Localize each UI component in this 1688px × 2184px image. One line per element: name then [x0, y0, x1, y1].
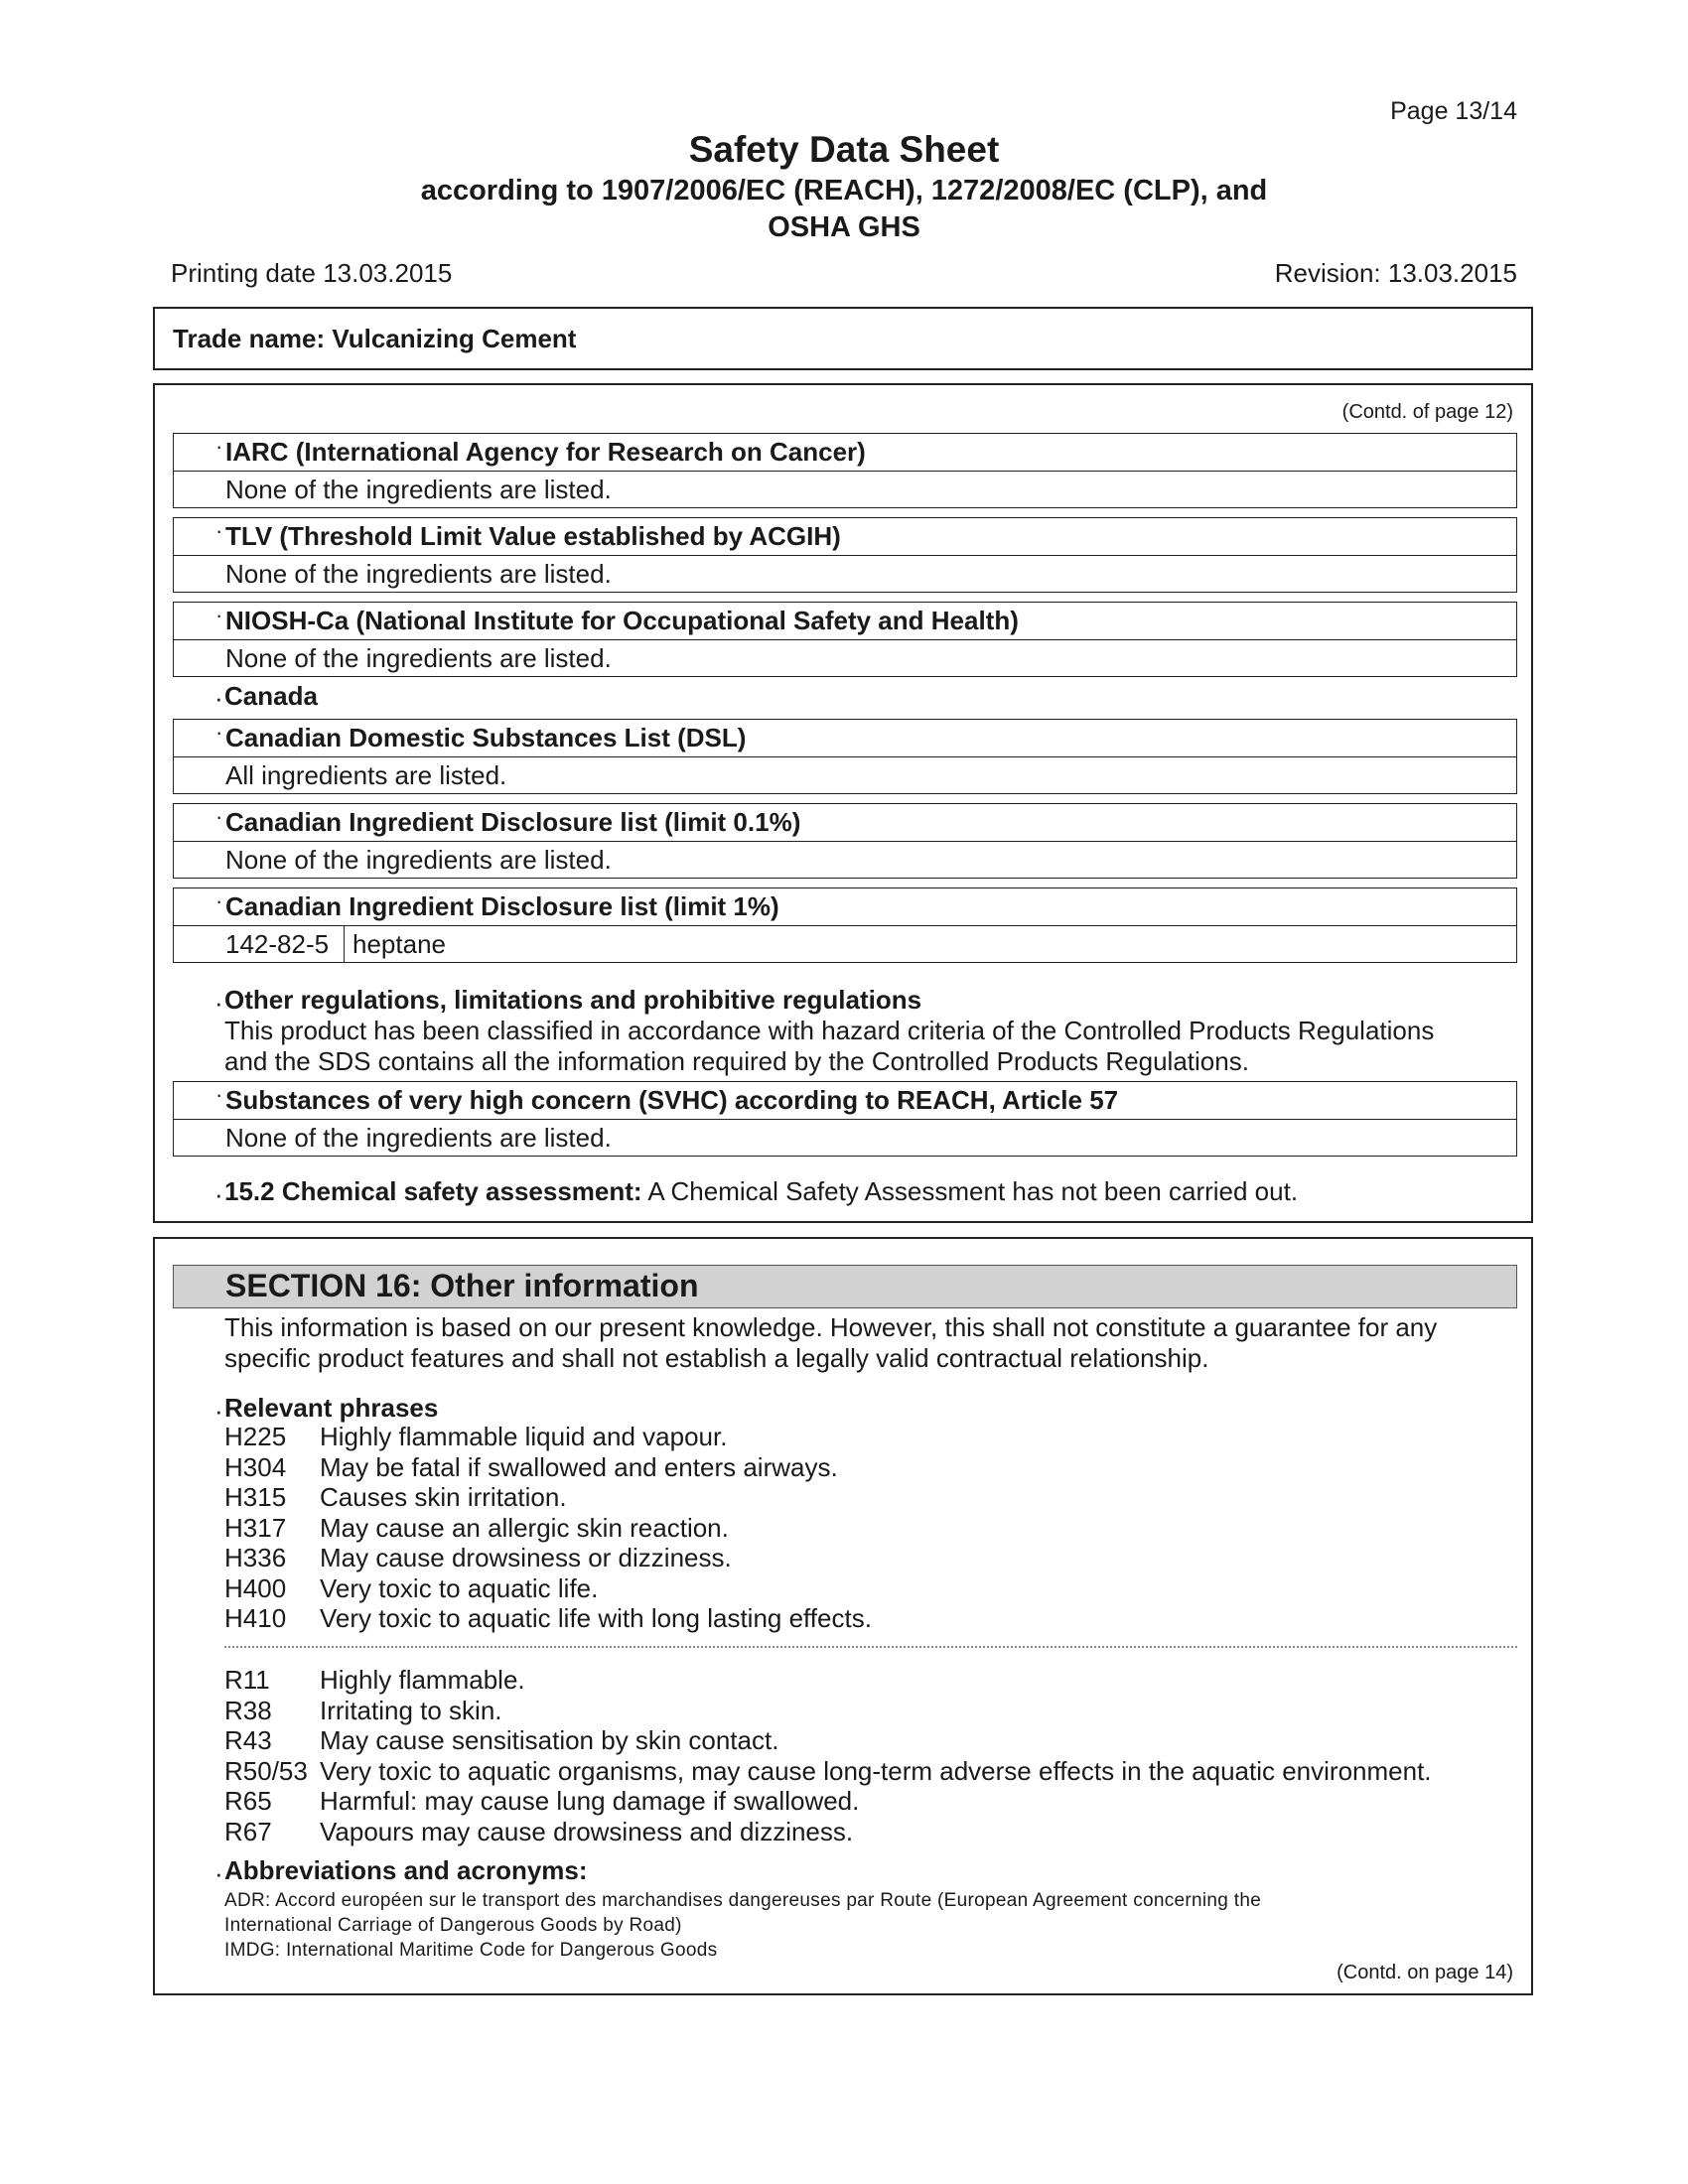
- dsl-heading: Canadian Domestic Substances List (DSL): [225, 723, 747, 752]
- idl-1-heading: Canadian Ingredient Disclosure list (limit 1%): [225, 891, 779, 921]
- phrase-text: Vapours may cause drowsiness and dizziness.: [320, 1816, 854, 1846]
- abbreviations-heading: Abbreviations and acronyms:: [224, 1855, 588, 1885]
- canada-heading: Canada: [224, 681, 318, 711]
- iarc-heading: IARC (International Agency for Research on Cancer): [225, 437, 866, 467]
- abbreviation-imdg: IMDG: International Maritime Code for Dangerous Goods: [224, 1940, 718, 1961]
- phrase-divider: [224, 1646, 1517, 1648]
- tlv-box: · TLV (Threshold Limit Value established by ACGIH) None of the ingredients are listed.: [173, 517, 1517, 593]
- iarc-body: None of the ingredients are listed.: [225, 475, 612, 504]
- relevant-phrases-heading: Relevant phrases: [224, 1393, 439, 1423]
- phrase-text: May cause drowsiness or dizziness.: [320, 1543, 732, 1572]
- niosh-body: None of the ingredients are listed.: [225, 643, 612, 673]
- svhc-box: · Substances of very high concern (SVHC) according to REACH, Article 57 None of the ingredients are listed.: [173, 1081, 1517, 1157]
- section-16-title: SECTION 16: Other information: [225, 1268, 699, 1303]
- list-item: [224, 1543, 732, 1573]
- list-item: [224, 1513, 729, 1544]
- contd-on-note: (Contd. on page 14): [1336, 1962, 1513, 1983]
- phrase-code: R43: [224, 1725, 272, 1755]
- other-regs-heading: Other regulations, limitations and prohibitive regulations: [224, 985, 922, 1015]
- phrase-code: H317: [224, 1512, 287, 1543]
- dsl-body: All ingredients are listed.: [225, 760, 507, 790]
- trade-name: Trade name: Vulcanizing Cement: [173, 324, 577, 353]
- list-item: [224, 1452, 838, 1483]
- list-item: [224, 1665, 525, 1696]
- phrase-code: R50/53: [224, 1755, 308, 1786]
- phrase-code: H336: [224, 1543, 287, 1572]
- document-title: Safety Data Sheet: [688, 129, 1000, 170]
- phrase-text: May cause sensitisation by skin contact.: [320, 1725, 779, 1755]
- idl-1-box: · Canadian Ingredient Disclosure list (limit 1%) 142-82-5 heptane: [173, 887, 1517, 963]
- phrase-text: Very toxic to aquatic life with long lasting effects.: [320, 1603, 872, 1633]
- phrase-text: Irritating to skin.: [320, 1695, 502, 1725]
- page-number: Page 13/14: [1390, 97, 1517, 125]
- document-subtitle-line2: OSHA GHS: [768, 211, 920, 243]
- phrase-text: May cause an allergic skin reaction.: [320, 1512, 729, 1543]
- idl-01-box: · Canadian Ingredient Disclosure list (limit 0.1%) None of the ingredients are listed.: [173, 803, 1517, 879]
- phrase-code: R67: [224, 1816, 272, 1846]
- cas-number: 142-82-5: [225, 929, 330, 959]
- section-16-intro-line1: This information is based on our present knowledge. However, this shall not constitute a guarantee for any: [224, 1312, 1438, 1342]
- abbreviation-adr: ADR: Accord européen sur le transport des marchandises dangereuses par Route (European Agreement concerning the International Carriage of Dangerous Goods by Road) IMDG: International Maritime Code for Dangerous Goods: [224, 1888, 1517, 1963]
- niosh-heading: NIOSH-Ca (National Institute for Occupational Safety and Health): [225, 606, 1019, 635]
- tlv-body: None of the ingredients are listed.: [225, 559, 612, 589]
- phrase-code: R38: [224, 1695, 272, 1725]
- section-16: SECTION 16: Other information This information is based on our present knowledge. However, this shall not constitute a guarantee for any specific product features and shall not establish a legally valid contractual relationship. · Relevant phrases H225 Highly flammable liquid and vapour. H304 May be fatal if swallowed and enters airways. H315 Causes skin irritation. H317 May cause an allergic skin reaction. H336 May cause drowsiness or dizziness. H400 Very toxic to aquatic life. H410 Very toxic to aquatic life with long lasting effects. R11 Highly flammable. R38 Irritating to skin. R43 May cause sensitisation by skin contact. R50/53 Very toxic to aquatic organisms, may cause long-term adverse effects in the aquatic environment. R65 Harmful: may cause lung damage if swallowed. R67 Vapours may cause drowsiness and dizziness. · Abbreviations and acronyms: ADR: Accord européen sur le transport des marchandises dangereuses par Route (European Agreement concerning the International Carriage of Dangerous Goods by Road) IMDG: International Maritime Code for Dangerous Goods (Contd. on page 14): [153, 1237, 1533, 1995]
- svhc-heading: Substances of very high concern (SVHC) according to REACH, Article 57: [225, 1085, 1119, 1115]
- phrase-text: Harmful: may cause lung damage if swallowed.: [320, 1786, 860, 1816]
- dsl-box: · Canadian Domestic Substances List (DSL) All ingredients are listed.: [173, 719, 1517, 794]
- trade-name-box: [153, 307, 1533, 370]
- idl-01-body: None of the ingredients are listed.: [225, 845, 612, 875]
- idl-01-heading: Canadian Ingredient Disclosure list (limit 0.1%): [225, 807, 801, 837]
- niosh-box: · NIOSH-Ca (National Institute for Occupational Safety and Health) None of the ingredients are listed.: [173, 602, 1517, 677]
- chemical-name: heptane: [352, 929, 446, 959]
- table-row: [174, 926, 1516, 962]
- list-item: [224, 1786, 859, 1817]
- other-regs-line1: This product has been classified in accordance with hazard criteria of the Controlled Products Regulations: [224, 1016, 1435, 1045]
- phrase-text: Very toxic to aquatic organisms, may cause long-term adverse effects in the aquatic environment.: [320, 1755, 1432, 1786]
- phrase-code: H315: [224, 1482, 287, 1512]
- contd-from-note: (Contd. of page 12): [1341, 401, 1513, 423]
- document-meta: [171, 258, 1517, 289]
- phrase-code: R65: [224, 1786, 272, 1816]
- phrase-code: H400: [224, 1572, 287, 1603]
- section-15-continued: (Contd. of page 12) · IARC (International Agency for Research on Cancer) None of the ingredients are listed. · TLV (Threshold Limit Value established by ACGIH) None of the ingredients are listed. · NIOSH-Ca (National Institute for Occupational Safety and Health) None of the ingredients are listed. · Canada · Canadian Domestic Substances List (DSL) All ingredients are listed. · Canadian Ingredient Disclosure list (limit 0.1%) None of the ingredients are listed. · Canadian Ingredient Disclosure list (limit 1%) 142-82-5 heptane · Other regulations, limitations and prohibitive regulations This product has been classified in accordance with hazard criteria of the Controlled Products Regulations and the SDS contains all the information required by the Controlled Products Regulations. · Substances of very high concern (SVHC) according to REACH, Article 57 None of the ingredients are listed. · 15.2 Chemical safety assessment: A Chemical Safety Assessment has not been carried out.: [153, 383, 1533, 1223]
- other-regs-line2: and the SDS contains all the information required by the Controlled Products Regulations.: [224, 1046, 1249, 1076]
- phrase-code: H225: [224, 1422, 287, 1451]
- list-item: [224, 1603, 872, 1634]
- tlv-heading: TLV (Threshold Limit Value established by ACGIH): [225, 521, 841, 551]
- list-item: [224, 1756, 1432, 1787]
- document-subtitle-line1: according to 1907/2006/EC (REACH), 1272/2008/EC (CLP), and: [420, 175, 1268, 206]
- phrase-code: R11: [224, 1665, 270, 1695]
- phrase-text: Highly flammable liquid and vapour.: [320, 1422, 728, 1451]
- revision-date: Revision: 13.03.2015: [1274, 258, 1517, 288]
- phrase-code: H410: [224, 1603, 287, 1633]
- phrase-code: H304: [224, 1451, 287, 1482]
- list-item: [224, 1817, 853, 1847]
- list-item: [224, 1482, 567, 1513]
- phrase-text: May be fatal if swallowed and enters airways.: [320, 1451, 838, 1482]
- document-header: [0, 127, 1688, 246]
- list-item: [224, 1422, 727, 1452]
- svhc-body: None of the ingredients are listed.: [225, 1123, 612, 1153]
- list-item: [224, 1573, 598, 1604]
- list-item: [224, 1725, 778, 1756]
- phrase-text: Very toxic to aquatic life.: [320, 1572, 599, 1603]
- section-16-title-bar: [173, 1265, 1517, 1308]
- phrase-text: Highly flammable.: [320, 1665, 525, 1695]
- iarc-box: · IARC (International Agency for Research on Cancer) None of the ingredients are listed.: [173, 433, 1517, 508]
- printing-date: Printing date 13.03.2015: [171, 258, 453, 288]
- list-item: [224, 1696, 502, 1726]
- section-16-intro-line2: specific product features and shall not establish a legally valid contractual relationship.: [224, 1343, 1209, 1373]
- chemical-safety-assessment: 15.2 Chemical safety assessment: A Chemical Safety Assessment has not been carried out.: [224, 1176, 1299, 1206]
- phrase-text: Causes skin irritation.: [320, 1482, 567, 1512]
